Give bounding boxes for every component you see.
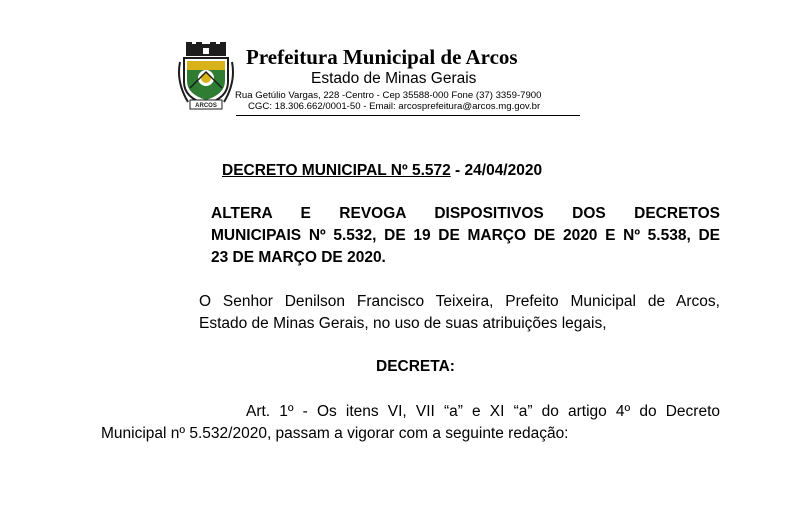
ementa-line: MUNICIPAIS Nº 5.532, DE 19 DE MARÇO DE 2020 E Nº 5.538, DE (211, 227, 720, 244)
decree-title-date: - 24/04/2020 (450, 162, 543, 179)
org-state: Estado de Minas Gerais (311, 70, 477, 87)
article-1-line: Municipal nº 5.532/2020, passam a vigorar com a seguinte redação: (101, 425, 569, 442)
preamble-line: O Senhor Denilson Francisco Teixeira, Prefeito Municipal de Arcos, (199, 293, 720, 310)
org-name: Prefeitura Municipal de Arcos (246, 45, 518, 69)
municipal-crest-logo (176, 42, 236, 110)
ementa-line: ALTERA E REVOGA DISPOSITIVOS DOS DECRETOS (211, 205, 720, 222)
article-1-line: Art. 1º - Os itens VI, VII “a” e XI “a” do artigo 4º do Decreto (246, 403, 720, 420)
ementa-line: 23 DE MARÇO DE 2020. (211, 249, 386, 266)
header-divider (236, 115, 580, 116)
decree-title (222, 162, 542, 180)
org-address: Rua Getúlio Vargas, 228 -Centro - Cep 35588-000 Fone (37) 3359-7900 (235, 90, 542, 101)
preamble-line: Estado de Minas Gerais, no uso de suas atribuições legais, (199, 315, 607, 332)
decreta-heading: DECRETA: (376, 358, 455, 375)
decree-title-number: DECRETO MUNICIPAL Nº 5.572 (222, 162, 451, 179)
org-cgc-email: CGC: 18.306.662/0001-50 - Email: arcosprefeitura@arcos.mg.gov.br (248, 101, 541, 112)
crest-banner-text: ARCOS (195, 103, 217, 109)
